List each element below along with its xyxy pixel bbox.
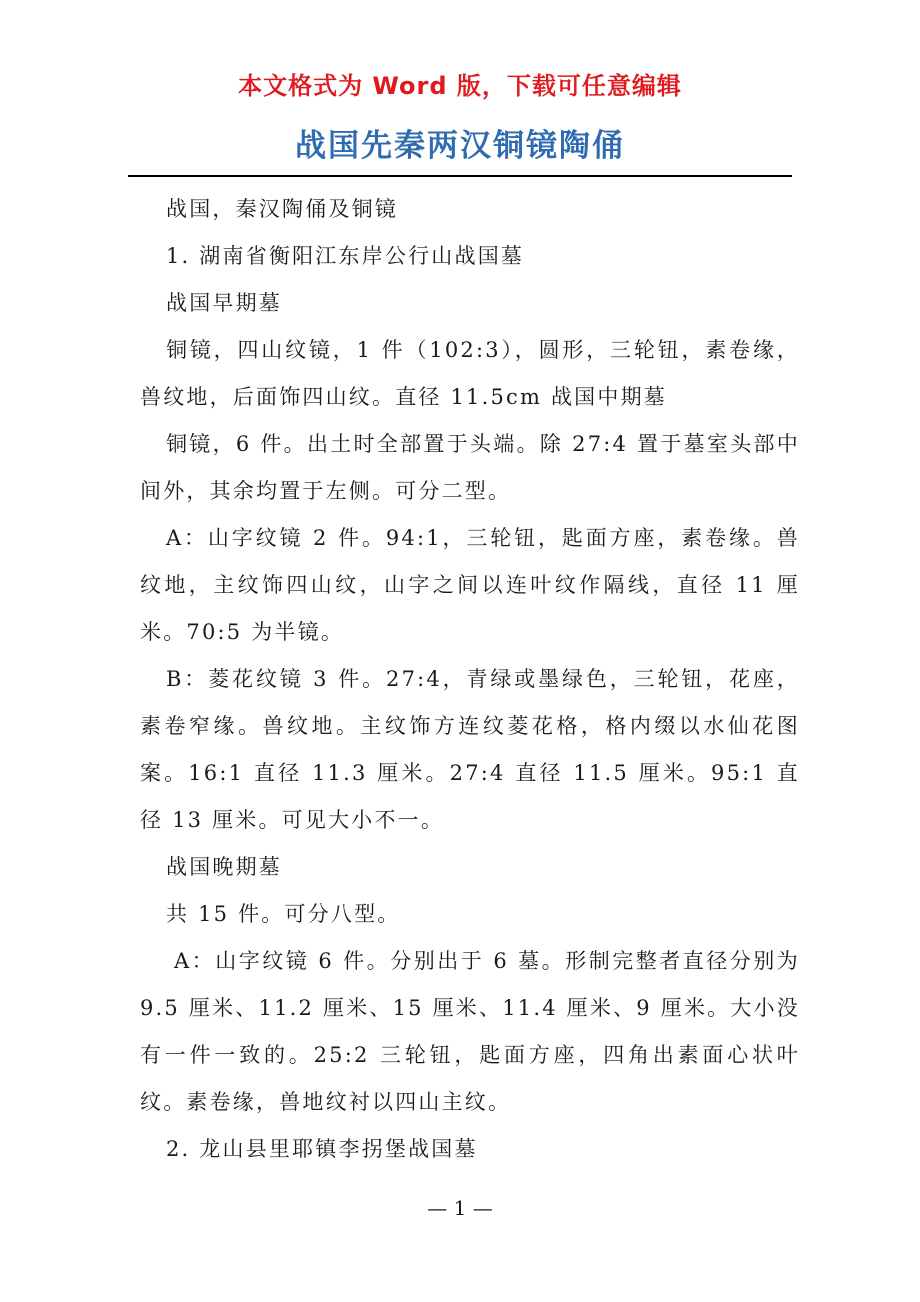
- subheading-early: 战国早期墓: [166, 291, 282, 315]
- page-title: 战国先秦两汉铜镜陶俑: [295, 128, 625, 164]
- paragraph-late-count: 共 15 件。可分八型。: [166, 902, 401, 926]
- paragraph-early-mirror: 铜镜，四山纹镜，1 件（102:3），圆形，三轮钮，素卷缘，兽纹地，后面饰四山纹。直径 11.5cm 战国中期墓: [140, 338, 800, 409]
- paragraph-type-a: A：山字纹镜 2 件。94:1，三轮钮，匙面方座，素卷缘。兽纹地，主纹饰四山纹，山字之间以连叶纹作隔线，直径 11 厘米。70:5 为半镜。: [140, 526, 800, 644]
- section-heading-2: 2. 龙山县里耶镇李拐堡战国墓: [166, 1137, 478, 1161]
- paragraph-intro: 战国，秦汉陶俑及铜镜: [166, 197, 398, 221]
- section-heading-1: 1. 湖南省衡阳江东岸公行山战国墓: [166, 244, 525, 268]
- edit-notice: 本文格式为 Word 版，下载可任意编辑: [238, 72, 682, 100]
- paragraph-late-type-a: A：山字纹镜 6 件。分别出于 6 墓。形制完整者直径分别为 9.5 厘米、11.2 厘米、15 厘米、11.4 厘米、9 厘米。大小没有一件一致的。25:2 三轮钮，匙面方座，四角出素面心状叶纹。素卷缘，兽地纹衬以四山主纹。: [140, 949, 800, 1114]
- document-body: [140, 186, 800, 1173]
- page-number: — 1 —: [427, 1196, 493, 1220]
- paragraph-type-b: B：菱花纹镜 3 件。27:4，青绿或墨绿色，三轮钮，花座，素卷窄缘。兽纹地。主纹饰方连纹菱花格，格内缀以水仙花图案。16:1 直径 11.3 厘米。27:4 直径 11.5 厘米。95:1 直径 13 厘米。可见大小不一。: [140, 667, 800, 832]
- paragraph-middle-mirrors: 铜镜，6 件。出土时全部置于头端。除 27:4 置于墓室头部中间外，其余均置于左侧。可分二型。: [140, 432, 800, 503]
- title-divider: [128, 175, 792, 177]
- subheading-late: 战国晚期墓: [166, 855, 282, 879]
